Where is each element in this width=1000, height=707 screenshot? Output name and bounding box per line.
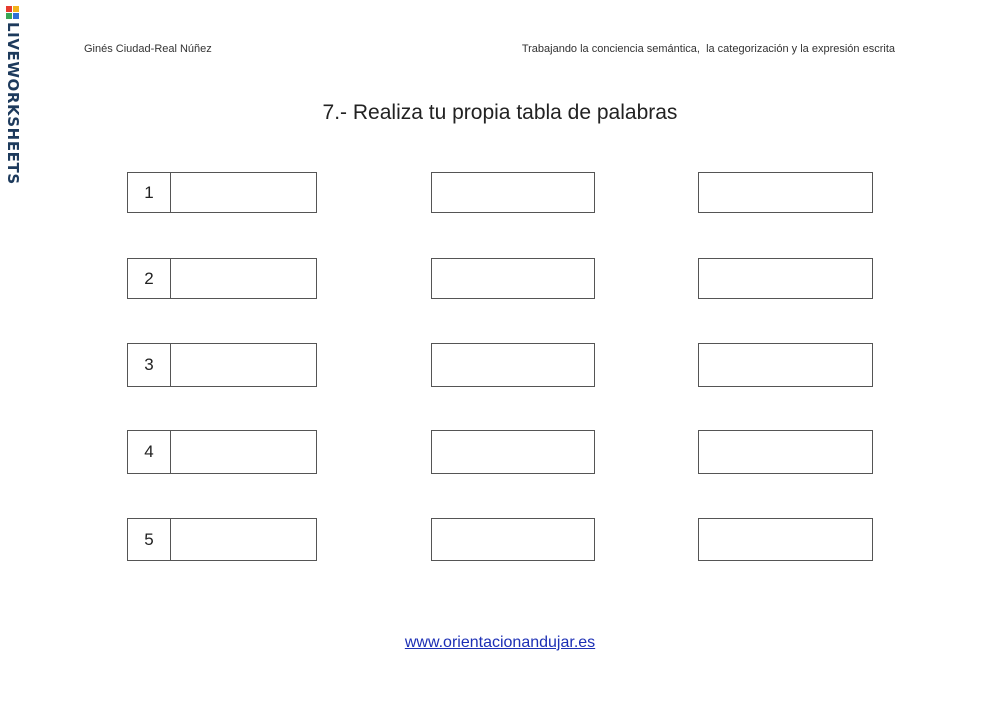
row-number: 2 bbox=[128, 259, 171, 298]
website-link[interactable]: www.orientacionandujar.es bbox=[404, 634, 596, 651]
table-row bbox=[0, 172, 1000, 215]
answer-field-col3[interactable] bbox=[698, 172, 873, 213]
answer-field-col2[interactable] bbox=[431, 430, 595, 474]
table-row bbox=[0, 518, 1000, 561]
table-row bbox=[0, 430, 1000, 473]
answer-field-col2[interactable] bbox=[431, 172, 595, 213]
row-number: 1 bbox=[128, 173, 171, 212]
row-number: 4 bbox=[128, 431, 171, 473]
numbered-box bbox=[127, 172, 317, 213]
footer bbox=[0, 634, 1000, 652]
numbered-box bbox=[127, 258, 317, 299]
row-number: 5 bbox=[128, 519, 171, 560]
answer-field-col3[interactable] bbox=[698, 518, 873, 561]
header-author: Ginés Ciudad-Real Núñez bbox=[84, 43, 212, 55]
answer-field-col1[interactable] bbox=[171, 173, 316, 212]
table-row bbox=[0, 343, 1000, 386]
numbered-box bbox=[127, 343, 317, 387]
row-number: 3 bbox=[128, 344, 171, 386]
answer-field-col3[interactable] bbox=[698, 430, 873, 474]
numbered-box bbox=[127, 518, 317, 561]
header-subtitle: Trabajando la conciencia semántica, la categorización y la expresión escrita bbox=[521, 43, 895, 55]
liveworksheets-logo-icon bbox=[6, 6, 19, 19]
brand-logo-text: LIVEWORKSHEETS bbox=[4, 22, 22, 185]
answer-field-col1[interactable] bbox=[171, 431, 316, 473]
answer-field-col3[interactable] bbox=[698, 343, 873, 387]
answer-field-col2[interactable] bbox=[431, 518, 595, 561]
answer-field-col2[interactable] bbox=[431, 343, 595, 387]
answer-field-col2[interactable] bbox=[431, 258, 595, 299]
answer-field-col1[interactable] bbox=[171, 519, 316, 560]
page-title: 7.- Realiza tu propia tabla de palabras bbox=[322, 101, 678, 124]
answer-field-col1[interactable] bbox=[171, 259, 316, 298]
answer-field-col1[interactable] bbox=[171, 344, 316, 386]
numbered-box bbox=[127, 430, 317, 474]
answer-field-col3[interactable] bbox=[698, 258, 873, 299]
table-row bbox=[0, 258, 1000, 301]
